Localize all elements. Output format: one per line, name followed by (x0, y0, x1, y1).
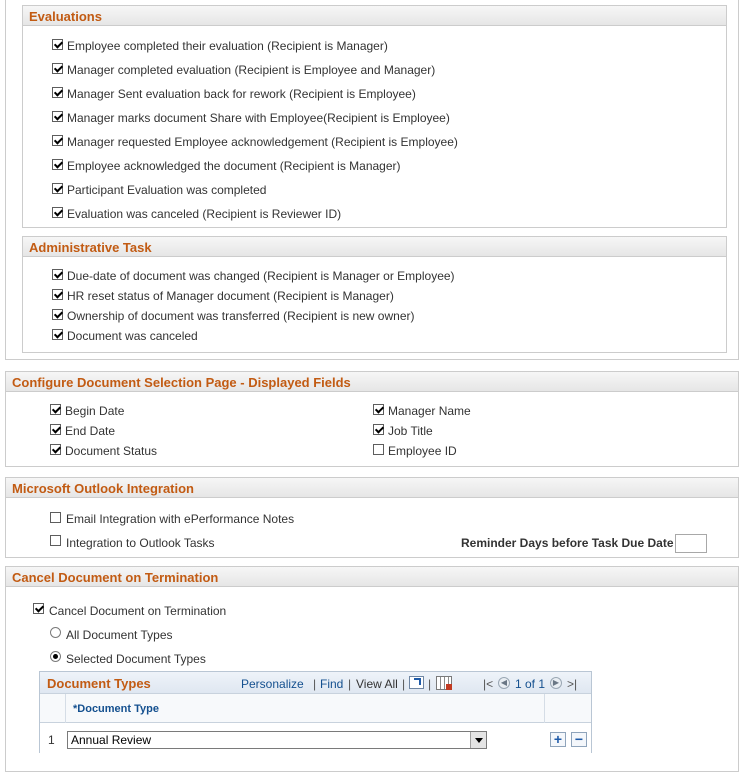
admin-task-option-1-label: HR reset status of Manager document (Recipient is Manager) (67, 289, 394, 303)
display-field-left-1-checkbox[interactable] (50, 424, 61, 435)
evaluations-header: Evaluations (23, 6, 726, 26)
outlook-group (5, 477, 739, 558)
download-spreadsheet-icon[interactable] (436, 676, 452, 690)
evaluation-option-6-checkbox[interactable] (52, 183, 63, 194)
evaluation-option-0-label: Employee completed their evaluation (Recipient is Manager) (67, 39, 388, 53)
display-field-right-1-checkbox[interactable] (373, 424, 384, 435)
admin-task-option-1-checkbox[interactable] (52, 289, 63, 300)
display-field-left-2-label: Document Status (65, 444, 158, 458)
reminder-days-input[interactable] (675, 534, 707, 553)
add-row-button[interactable]: + (550, 732, 566, 747)
table-row (40, 724, 591, 754)
cancel-termination-group (5, 566, 739, 772)
evaluation-option-3-label: Manager marks document Share with Employee(Recipient is Employee) (67, 111, 450, 125)
action-header-cell (544, 694, 592, 723)
evaluation-option-2-checkbox[interactable] (52, 87, 63, 98)
doc-selection-header: Configure Document Selection Page - Displayed Fields (6, 372, 738, 392)
admin-task-option-3-label: Document was canceled (67, 329, 198, 343)
cancel-on-termination-checkbox[interactable] (33, 603, 44, 614)
display-field-right-0-label: Manager Name (388, 404, 471, 418)
email-integration-checkbox[interactable] (50, 512, 61, 523)
admin-task-option-2-checkbox[interactable] (52, 309, 63, 320)
find-link[interactable]: Find (320, 677, 344, 691)
grid-separator: | (313, 677, 317, 691)
evaluation-option-5-checkbox[interactable] (52, 159, 63, 170)
chevron-down-icon[interactable] (470, 732, 486, 748)
doc-selection-group (5, 371, 739, 467)
evaluation-option-4-checkbox[interactable] (52, 135, 63, 146)
document-types-grid (39, 671, 592, 753)
row-number-header-cell (40, 694, 66, 723)
display-field-right-0-checkbox[interactable] (373, 404, 384, 415)
first-page-button[interactable]: |< (483, 677, 494, 691)
admin-task-option-0-label: Due-date of document was changed (Recipient is Manager or Employee) (67, 269, 455, 283)
outlook-header: Microsoft Outlook Integration (6, 478, 738, 498)
zoom-grid-icon-arrow (414, 678, 421, 685)
remove-row-button[interactable]: − (571, 732, 587, 747)
admin-task-option-0-checkbox[interactable] (52, 269, 63, 280)
grid-separator: | (402, 677, 406, 691)
display-field-right-2-label: Employee ID (388, 444, 457, 458)
outlook-tasks-label: Integration to Outlook Tasks (66, 536, 215, 550)
row-range-indicator: 1 of 1 (515, 677, 546, 691)
grid-separator: | (348, 677, 352, 691)
cancel-on-termination-label: Cancel Document on Termination (49, 604, 227, 618)
display-field-left-0-checkbox[interactable] (50, 404, 61, 415)
zoom-grid-icon[interactable] (409, 676, 424, 689)
evaluation-option-7-label: Evaluation was canceled (Recipient is Reviewer ID) (67, 207, 342, 221)
evaluation-option-0-checkbox[interactable] (52, 39, 63, 50)
all-document-types-radio[interactable] (50, 627, 61, 638)
evaluation-option-7-checkbox[interactable] (52, 207, 63, 218)
all-document-types-label: All Document Types (66, 628, 173, 642)
admin-task-option-2-label: Ownership of document was transferred (Recipient is new owner) (67, 309, 415, 323)
admin-task-header: Administrative Task (23, 237, 726, 257)
evaluation-option-5-label: Employee acknowledged the document (Recipient is Manager) (67, 159, 401, 173)
display-field-left-1-label: End Date (65, 424, 116, 438)
chevron-down-icon-glyph (475, 738, 483, 743)
evaluation-option-2-label: Manager Sent evaluation back for rework (Recipient is Employee) (67, 87, 416, 101)
grid-separator: | (428, 677, 432, 691)
document-type-column-header: *Document Type (73, 703, 159, 715)
personalize-link[interactable]: Personalize (241, 677, 304, 691)
previous-page-icon[interactable]: ◀ (498, 677, 510, 689)
grid-title: Document Types (47, 676, 151, 691)
view-all-link[interactable]: View All (356, 677, 398, 691)
display-field-right-2-checkbox[interactable] (373, 444, 384, 455)
document-type-select[interactable] (67, 731, 487, 749)
evaluation-option-6-label: Participant Evaluation was completed (67, 183, 267, 197)
reminder-days-label: Reminder Days before Task Due Date (461, 536, 674, 550)
next-page-icon[interactable]: ▶ (550, 677, 562, 689)
display-field-left-0-label: Begin Date (65, 404, 125, 418)
evaluations-group (22, 5, 727, 228)
admin-task-option-3-checkbox[interactable] (52, 329, 63, 340)
email-integration-label: Email Integration with ePerformance Notes (66, 512, 295, 526)
outlook-tasks-checkbox[interactable] (50, 535, 61, 546)
evaluation-option-4-label: Manager requested Employee acknowledgement (Recipient is Employee) (67, 135, 458, 149)
row-number: 1 (48, 733, 55, 747)
selected-document-types-label: Selected Document Types (66, 652, 206, 666)
evaluation-option-3-checkbox[interactable] (52, 111, 63, 122)
grid-header-row (40, 694, 591, 723)
document-type-select-value: Annual Review (71, 733, 152, 747)
spreadsheet-icon-accent (446, 684, 452, 690)
last-page-button[interactable]: >| (567, 677, 578, 691)
selected-document-types-radio[interactable] (50, 651, 61, 662)
admin-task-group (22, 236, 727, 353)
evaluation-option-1-checkbox[interactable] (52, 63, 63, 74)
display-field-right-1-label: Job Title (388, 424, 433, 438)
cancel-termination-header: Cancel Document on Termination (6, 567, 738, 587)
display-field-left-2-checkbox[interactable] (50, 444, 61, 455)
grid-navigation-bar (40, 672, 591, 694)
evaluation-option-1-label: Manager completed evaluation (Recipient is Employee and Manager) (67, 63, 436, 77)
